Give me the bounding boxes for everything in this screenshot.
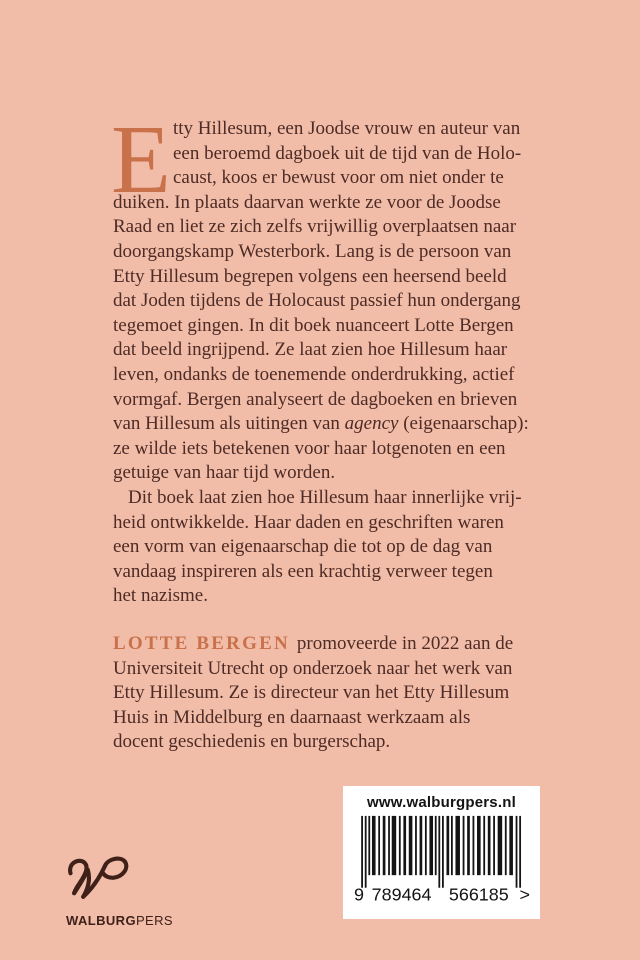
isbn-digits-left: 789464 [371, 884, 432, 904]
publisher-wordmark [66, 913, 186, 928]
blurb-line: tty Hillesum, een Joodse vrouw en auteur van [173, 118, 521, 139]
blurb-line: vormgaf. Bergen analyseert de dagboeken en brieven [113, 388, 518, 410]
publisher-logo [66, 856, 186, 928]
agency-italic: agency [344, 413, 399, 435]
author-bio [113, 632, 558, 755]
bio-line: Universiteit Utrecht op onderzoek naar het werk van [113, 657, 513, 679]
blurb-line: het nazisme. [113, 585, 208, 607]
blurb-line: duiken. In plaats daarvan werkte ze voor de Joodse [113, 191, 501, 213]
isbn-digit-lead: 9 [353, 884, 364, 904]
bio-line: Etty Hillesum. Ze is directeur van het Etty Hillesum [113, 682, 510, 704]
blurb-line: een beroemd dagboek uit de tijd van de Holo- [173, 142, 522, 164]
blurb-line: een vorm van eigenaarschap die tot op de dag van [113, 536, 493, 558]
blurb-line: dat beeld ingrijpend. Ze laat zien hoe Hillesum haar [113, 339, 508, 361]
blurb-line: dat Joden tijdens de Holocaust passief hun ondergang [113, 290, 521, 312]
author-name: LOTTE BERGEN [113, 633, 290, 654]
isbn-digits-right: 566185 [448, 884, 509, 904]
blurb-line: leven, ondanks de toenemende onderdrukking, actief [113, 363, 515, 385]
drop-cap: E [111, 106, 171, 214]
blurb-line: getuige van haar tijd worden. [113, 462, 336, 484]
blurb [111, 106, 545, 609]
barcode-icon [354, 814, 530, 904]
blurb-line: tegemoet gingen. In dit boek nuanceert Lotte Bergen [113, 314, 514, 336]
bio-line [113, 632, 558, 657]
blurb-line: ze wilde iets betekenen voor haar lotgenoten en een [113, 437, 506, 459]
bio-line: Huis in Middelburg en daarnaast werkzaam als [113, 706, 471, 728]
blurb-line-agency [113, 412, 545, 437]
barcode-panel [343, 786, 540, 919]
publisher-website: www.walburgpers.nl [367, 794, 516, 811]
blurb-line: Dit boek laat zien hoe Hillesum haar innerlijke vrij- [128, 486, 522, 508]
wordmark-light: PERS [135, 913, 173, 928]
bio-line: docent geschiedenis en burgerschap. [113, 731, 391, 753]
blurb-line: heid ontwikkelde. Haar daden en geschriften waren [113, 511, 504, 533]
barcode-end-mark: > [519, 884, 530, 904]
wp-monogram-icon [66, 856, 142, 905]
blurb-line: vandaag inspireren als een krachtig verweer tegen [113, 560, 493, 582]
blurb-line: caust, koos er bewust voor om niet onder te [173, 167, 504, 189]
blurb-line: doorgangskamp Westerbork. Lang is de persoon van [113, 240, 512, 262]
bio-text: promoveerde in 2022 aan de [296, 633, 514, 654]
blurb-text: van Hillesum als uitingen van [113, 413, 345, 435]
blurb-text: (eigenaarschap): [398, 413, 529, 435]
blurb-line: Raad en liet ze zich zelfs vrijwillig overplaatsen naar [113, 216, 517, 238]
wordmark-bold: WALBURG [66, 913, 136, 928]
blurb-line: Etty Hillesum begrepen volgens een heersend beeld [113, 265, 507, 287]
